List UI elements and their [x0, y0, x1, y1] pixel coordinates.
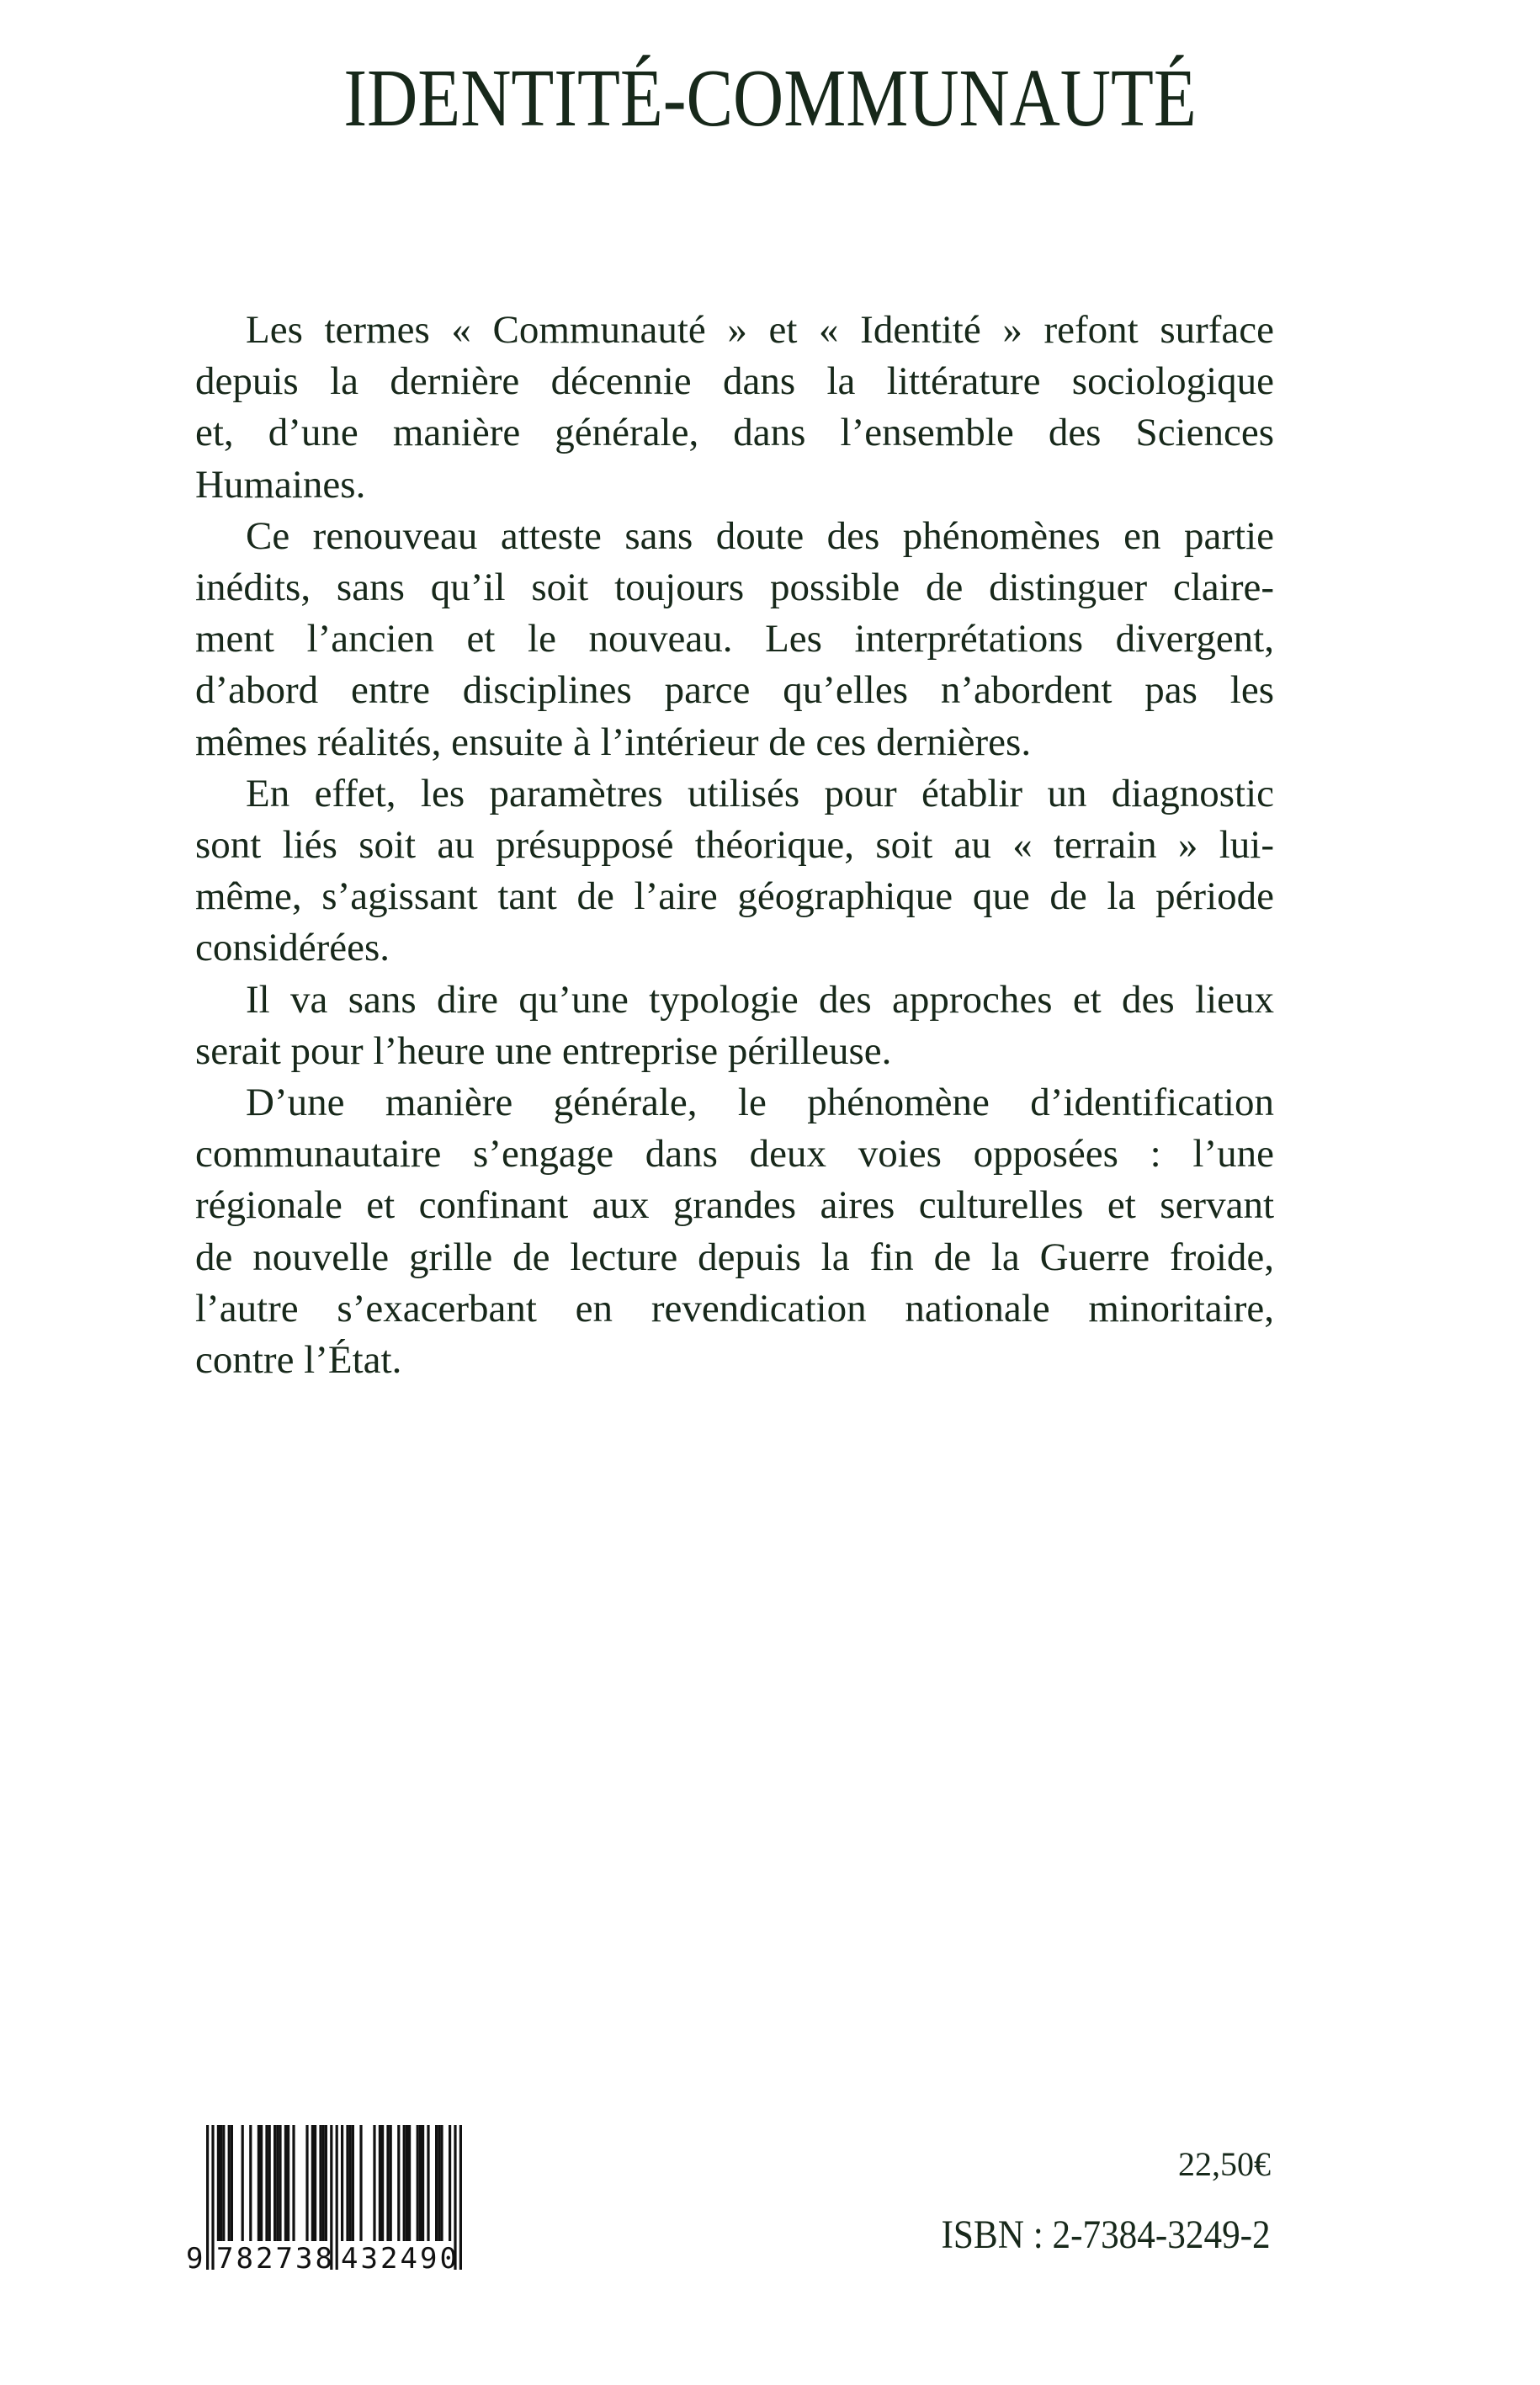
barcode-bar: [438, 2125, 440, 2241]
barcode-bar: [265, 2125, 268, 2241]
text-line: même, s’agissant tant de l’aire géographique que de la période: [195, 874, 1274, 919]
barcode-bar: [260, 2125, 263, 2241]
text-line: de nouvelle grille de lecture depuis la fin de la Guerre froide,: [195, 1235, 1274, 1279]
text-line: D’une manière générale, le phénomène d’identification: [246, 1081, 1274, 1125]
barcode-bar: [287, 2125, 289, 2241]
paragraph: [195, 305, 1274, 511]
barcode-bar: [417, 2125, 419, 2241]
text-line: Ce renouveau atteste sans doute des phénomènes en partie: [246, 513, 1274, 558]
barcode-bar: [373, 2125, 375, 2241]
barcode-bar: [406, 2125, 408, 2241]
isbn-number: ISBN : 2-7384-3249-2: [941, 2212, 1271, 2257]
text-line: l’autre s’exacerbant en revendication nationale minoritaire,: [195, 1286, 1274, 1331]
barcode-bar: [440, 2125, 443, 2241]
barcode-bar: [336, 2125, 338, 2270]
barcode-bar: [386, 2125, 389, 2241]
book-title: [0, 52, 1540, 145]
barcode-bar: [459, 2125, 462, 2270]
text-line: ment l’ancien et le nouveau. Les interprétations divergent,: [195, 617, 1274, 661]
barcode-bar: [311, 2125, 314, 2241]
barcode-bar: [397, 2125, 400, 2241]
barcode-bar: [352, 2125, 354, 2241]
text-line: et, d’une manière générale, dans l’ensemble des Sciences: [195, 411, 1274, 455]
text-line: considérées.: [195, 926, 390, 970]
barcode-bar: [284, 2125, 287, 2241]
barcode-bar: [346, 2125, 348, 2241]
barcode-bar: [231, 2125, 233, 2241]
text-line: d’abord entre disciplines parce qu’elles n’abordent pas les: [195, 668, 1274, 713]
barcode-bar: [390, 2125, 392, 2241]
barcode-bar: [341, 2125, 343, 2241]
barcode-bar: [292, 2125, 295, 2241]
text-line: Les termes « Communauté » et « Identité » refont surface: [246, 308, 1274, 352]
barcode-bar: [381, 2125, 384, 2241]
barcode-bar: [222, 2125, 225, 2241]
blurb-text: [195, 305, 1274, 1386]
barcode-bar: [379, 2125, 381, 2241]
barcode-bar: [359, 2125, 362, 2241]
barcode-bar: [217, 2125, 220, 2241]
barcode-bar: [220, 2125, 222, 2241]
barcode-bar: [258, 2125, 260, 2241]
barcode-bar: [305, 2125, 308, 2241]
price: 22,50€: [1178, 2145, 1271, 2183]
paragraph: [195, 1077, 1274, 1386]
text-line: En effet, les paramètres utilisés pour établir un diagnostic: [246, 771, 1274, 815]
text-line: inédits, sans qu’il soit toujours possible de distinguer claire-: [195, 566, 1274, 610]
barcode-bar: [408, 2125, 411, 2241]
text-line: depuis la dernière décennie dans la littérature sociologique: [195, 359, 1274, 404]
barcode-bar: [349, 2125, 352, 2241]
barcode-right-digits: 432490: [341, 2242, 457, 2276]
paragraph: [195, 511, 1274, 768]
barcode-bar: [435, 2125, 438, 2241]
barcode-bar: [279, 2125, 281, 2241]
barcode-bar: [319, 2125, 321, 2241]
barcode-bar: [427, 2125, 429, 2241]
barcode-bar: [242, 2125, 244, 2241]
barcode-bar: [449, 2125, 451, 2241]
isbn-barcode: [181, 2125, 467, 2276]
text-line: contre l’État.: [195, 1338, 402, 1383]
title-text: IDENTITÉ-COMMUNAUTÉ: [343, 53, 1197, 144]
paragraph: [195, 975, 1274, 1077]
barcode-bar: [422, 2125, 424, 2241]
barcode-bar: [419, 2125, 422, 2241]
barcode-bar: [325, 2125, 327, 2241]
barcode-left-digits: 782738: [216, 2242, 332, 2276]
paragraph: [195, 768, 1274, 975]
text-line: serait pour l’heure une entreprise périlleuse.: [195, 1028, 892, 1073]
barcode-bar: [403, 2125, 406, 2241]
barcode-bar: [322, 2125, 325, 2241]
barcode-bar: [268, 2125, 271, 2241]
barcode-bar: [228, 2125, 231, 2241]
barcode-bar: [211, 2125, 214, 2270]
barcode-bar: [276, 2125, 279, 2241]
text-line: mêmes réalités, ensuite à l’intérieur de ces dernières.: [195, 720, 1032, 764]
barcode-bar: [273, 2125, 276, 2241]
text-line: régionale et confinant aux grandes aires culturelles et servant: [195, 1183, 1274, 1228]
text-line: Humaines.: [195, 462, 366, 507]
barcode-lead-digit: 9: [186, 2242, 204, 2276]
barcode-bar: [314, 2125, 316, 2241]
barcode-bar: [249, 2125, 252, 2241]
text-line: Il va sans dire qu’une typologie des approches et des lieux: [246, 977, 1274, 1022]
text-line: communautaire s’engage dans deux voies opposées : l’une: [195, 1132, 1274, 1177]
text-line: sont liés soit au présupposé théorique, soit au « terrain » lui-: [195, 823, 1274, 868]
barcode-bar: [206, 2125, 209, 2270]
